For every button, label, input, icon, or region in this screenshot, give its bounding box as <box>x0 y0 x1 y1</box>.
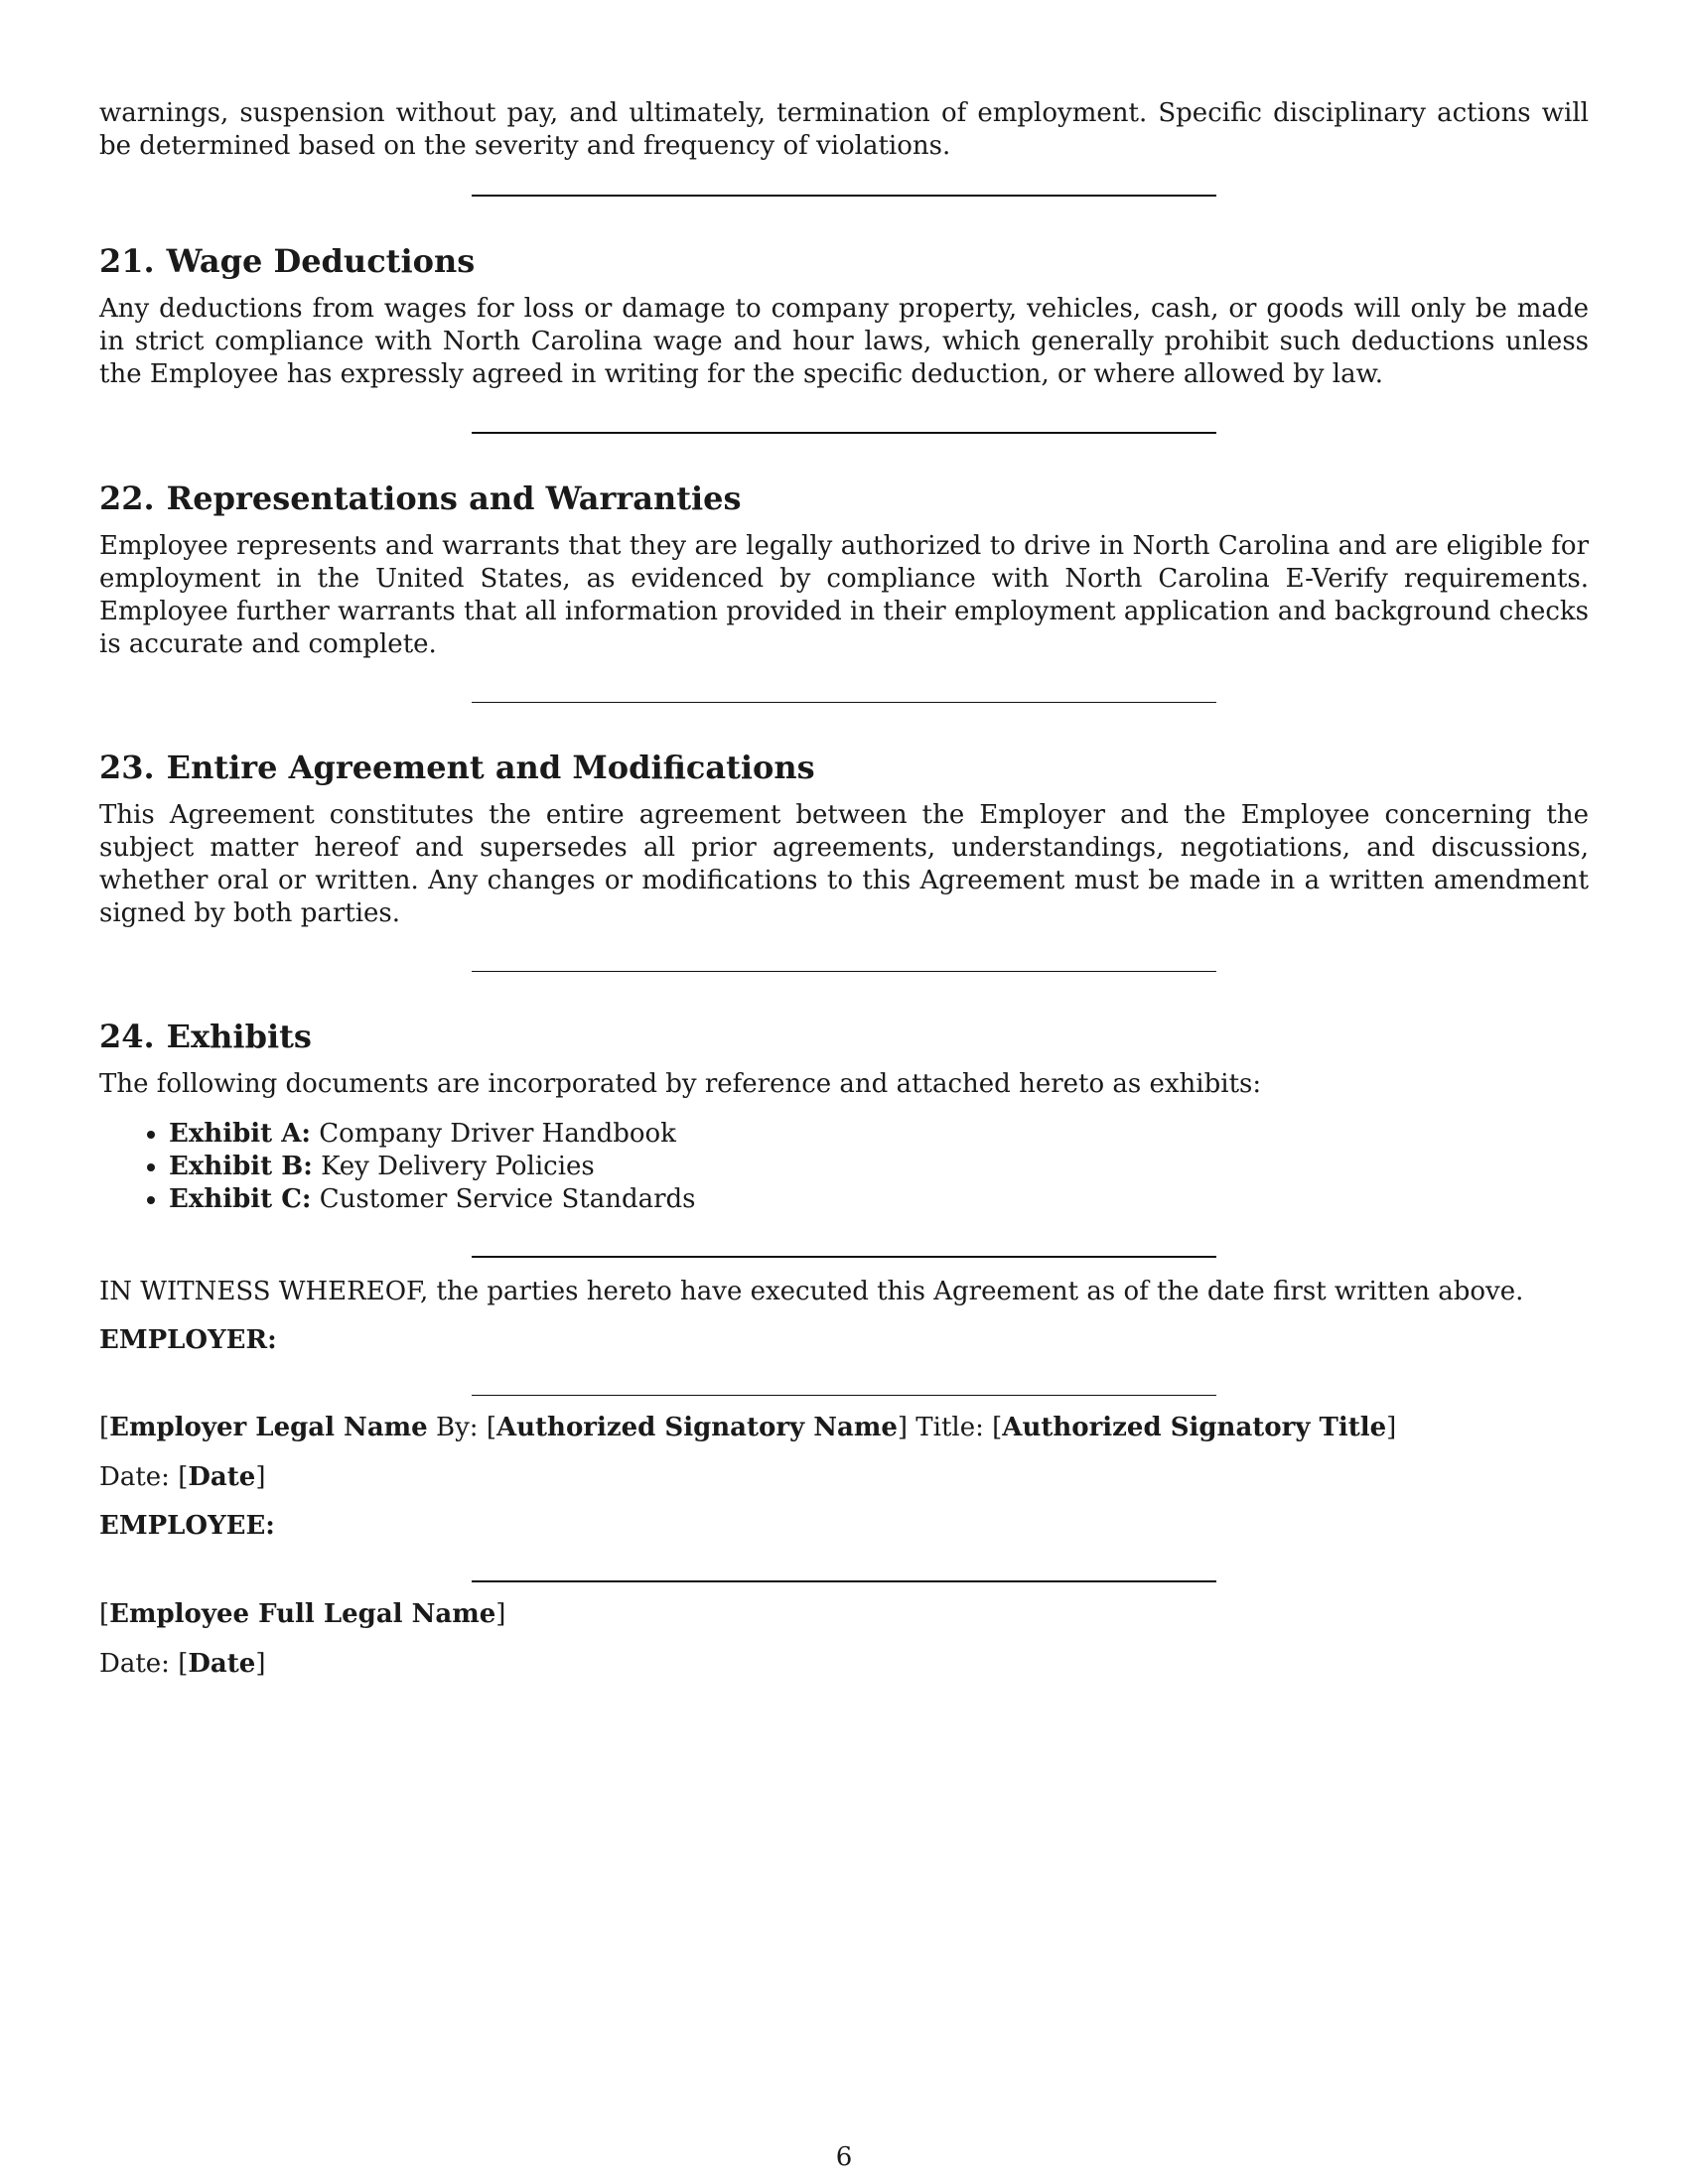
date-label: Date: [ <box>99 1462 189 1492</box>
employee-heading <box>99 1510 1589 1543</box>
exhibit-label: Exhibit B: <box>169 1152 313 1181</box>
authorized-signatory-title: Authorized Signatory Title <box>1002 1413 1387 1442</box>
authorized-signatory-name: Authorized Signatory Name <box>495 1413 898 1442</box>
employer-date: Date <box>188 1462 256 1492</box>
employer-signature-line <box>472 1395 1216 1396</box>
section-23-body: This Agreement constitutes the entire agreement between the Employer and the Employee concerning the subject matter hereof and supersedes all prior agreements, understandings, negotiations, and discussions, whether oral or written. Any changes or modifications to this Agreement must be made in a written amendment signed by both parties. <box>99 800 1589 928</box>
employer-signature-block <box>99 1412 1589 1444</box>
exhibit-label: Exhibit A: <box>169 1119 311 1149</box>
section-divider <box>472 971 1216 972</box>
document-page <box>99 97 1589 1681</box>
employee-heading-text: EMPLOYEE: <box>99 1511 275 1541</box>
bracket: ] <box>255 1649 266 1679</box>
page-number: 6 <box>835 2142 853 2172</box>
exhibit-text: Customer Service Standards <box>319 1184 696 1214</box>
employee-signature-block <box>99 1598 1589 1631</box>
section-title: Entire Agreement and Modifications <box>166 749 815 786</box>
exhibit-item-b <box>169 1151 1589 1183</box>
section-number: 21. <box>99 242 155 280</box>
bracket: [ <box>99 1413 110 1442</box>
exhibit-text: Key Delivery Policies <box>321 1152 595 1181</box>
section-divider <box>472 195 1216 197</box>
employee-signature-line <box>472 1580 1216 1582</box>
intro-paragraph: warnings, suspension without pay, and ultimately, termination of employment. Specific disciplinary actions will be determined based on the severity and frequency of violations. <box>99 98 1589 161</box>
section-22-body: Employee represents and warrants that they are legally authorized to drive in North Carolina and are eligible for employment in the United States, as evidenced by compliance with North Carolina E-Verify requirements. Employee further warrants that all information provided in their employment application and background checks is accurate and complete. <box>99 531 1589 659</box>
employee-full-legal-name: Employee Full Legal Name <box>109 1599 496 1629</box>
section-22-heading <box>99 478 1589 518</box>
section-21-heading <box>99 241 1589 281</box>
title-label: ] Title: [ <box>897 1413 1003 1442</box>
section-23-heading <box>99 748 1589 787</box>
section-divider <box>472 432 1216 434</box>
date-label: Date: [ <box>99 1649 189 1679</box>
employee-date-line <box>99 1648 1589 1681</box>
employer-heading-text: EMPLOYER: <box>99 1325 277 1355</box>
bracket: ] <box>495 1599 506 1629</box>
employer-heading <box>99 1324 1589 1357</box>
section-number: 22. <box>99 479 155 517</box>
witness-statement: IN WITNESS WHEREOF, the parties hereto have executed this Agreement as of the date first written above. <box>99 1277 1524 1306</box>
section-title: Exhibits <box>166 1018 312 1055</box>
section-24-heading <box>99 1017 1589 1056</box>
section-24-body: The following documents are incorporated by reference and attached hereto as exhibits: <box>99 1069 1262 1099</box>
by-label: By: [ <box>427 1413 496 1442</box>
bracket: [ <box>99 1599 110 1629</box>
exhibit-item-a <box>169 1118 1589 1151</box>
exhibit-text: Company Driver Handbook <box>319 1119 676 1149</box>
employee-date: Date <box>188 1649 256 1679</box>
employer-legal-name: Employer Legal Name <box>109 1413 428 1442</box>
section-divider <box>472 1256 1216 1258</box>
section-number: 24. <box>99 1018 155 1055</box>
exhibit-label: Exhibit C: <box>169 1184 312 1214</box>
bracket: ] <box>1386 1413 1397 1442</box>
bracket: ] <box>255 1462 266 1492</box>
section-21-body: Any deductions from wages for loss or damage to company property, vehicles, cash, or goods will only be made in strict compliance with North Carolina wage and hour laws, which generally prohibit such deductions unless the Employee has expressly agreed in writing for the specific deduction, or where allowed by law. <box>99 294 1589 389</box>
section-title: Wage Deductions <box>166 242 476 280</box>
section-title: Representations and Warranties <box>166 479 742 517</box>
exhibit-list <box>99 1118 1589 1216</box>
exhibit-item-c <box>169 1183 1589 1216</box>
section-number: 23. <box>99 749 155 786</box>
employer-date-line <box>99 1461 1589 1494</box>
section-divider <box>472 702 1216 703</box>
